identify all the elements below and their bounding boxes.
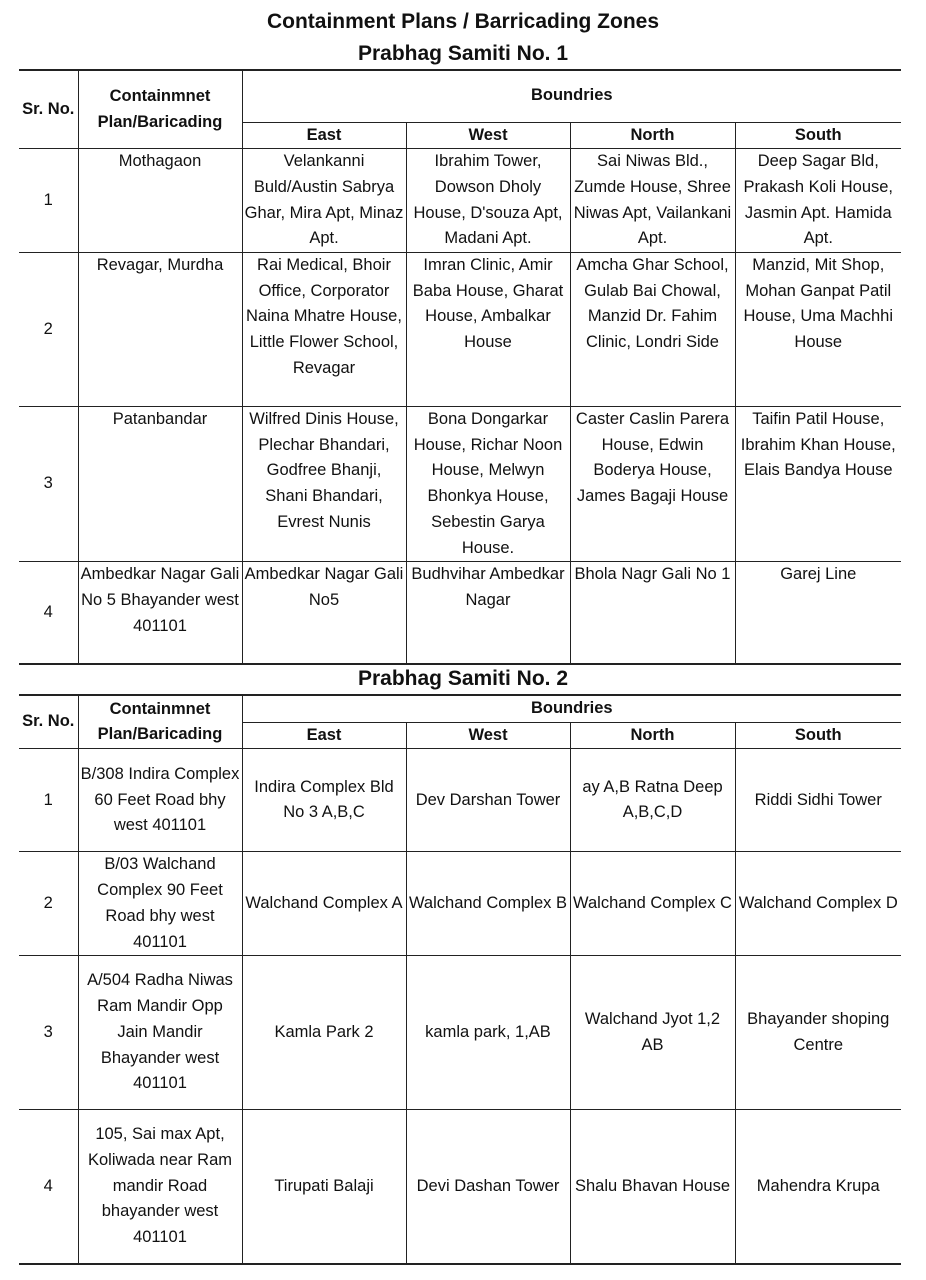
- section2-title: Prabhag Samiti No. 2: [357, 667, 569, 690]
- plan-cell: A/504 Radha Niwas Ram Mandir Opp Jain Mandir Bhayander west 401101: [78, 956, 242, 1110]
- plan-cell: Ambedkar Nagar Gali No 5 Bhayander west 401101: [78, 562, 242, 664]
- col-header-sr: Sr. No.: [19, 695, 78, 749]
- plan-cell: Mothagaon: [78, 149, 242, 253]
- south-cell: Riddi Sidhi Tower: [735, 749, 901, 852]
- west-cell: Dev Darshan Tower: [406, 749, 570, 852]
- section1-title: Prabhag Samiti No. 1: [357, 42, 569, 65]
- east-cell: Tirupati Balaji: [242, 1110, 406, 1264]
- west-cell: Imran Clinic, Amir Baba House, Gharat House, Ambalkar House: [406, 253, 570, 407]
- col-header-north: North: [570, 722, 735, 749]
- table-row: [19, 749, 901, 852]
- plan-cell: Revagar, Murdha: [78, 253, 242, 407]
- north-cell: Walchand Jyot 1,2 AB: [570, 956, 735, 1110]
- col-header-north: North: [570, 122, 735, 149]
- east-cell: Walchand Complex A: [242, 852, 406, 956]
- north-cell: Shalu Bhavan House: [570, 1110, 735, 1264]
- plan-cell: B/03 Walchand Complex 90 Feet Road bhy west 401101: [78, 852, 242, 956]
- north-cell: ay A,B Ratna Deep A,B,C,D: [570, 749, 735, 852]
- col-header-south: South: [735, 722, 901, 749]
- south-cell: Bhayander shoping Centre: [735, 956, 901, 1110]
- col-header-plan: Containmnet Plan/Baricading: [78, 70, 242, 149]
- sr-cell: 1: [19, 749, 78, 852]
- col-header-west: West: [406, 122, 570, 149]
- col-header-plan: Containmnet Plan/Baricading: [78, 695, 242, 749]
- sr-cell: 1: [19, 149, 78, 253]
- east-cell: Ambedkar Nagar Gali No5: [242, 562, 406, 664]
- east-cell: Indira Complex Bld No 3 A,B,C: [242, 749, 406, 852]
- plan-cell: Patanbandar: [78, 407, 242, 562]
- north-cell: Sai Niwas Bld., Zumde House, Shree Niwas Apt, Vailankani Apt.: [570, 149, 735, 253]
- west-cell: kamla park, 1,AB: [406, 956, 570, 1110]
- document-title: Containment Plans / Barricading Zones: [266, 10, 660, 33]
- plan-cell: 105, Sai max Apt, Koliwada near Ram mandir Road bhayander west 401101: [78, 1110, 242, 1264]
- sr-cell: 4: [19, 562, 78, 664]
- col-header-east: East: [242, 722, 406, 749]
- table-row: [19, 407, 901, 562]
- north-cell: Amcha Ghar School, Gulab Bai Chowal, Manzid Dr. Fahim Clinic, Londri Side: [570, 253, 735, 407]
- table-row: [19, 852, 901, 956]
- col-header-boundries: Boundries: [242, 70, 901, 122]
- south-cell: Taifin Patil House, Ibrahim Khan House, Elais Bandya House: [735, 407, 901, 562]
- col-header-south: South: [735, 122, 901, 149]
- col-header-boundries: Boundries: [242, 695, 901, 722]
- containment-table-2: [19, 694, 901, 1265]
- west-cell: Devi Dashan Tower: [406, 1110, 570, 1264]
- east-cell: Velankanni Buld/Austin Sabrya Ghar, Mira Apt, Minaz Apt.: [242, 149, 406, 253]
- west-cell: Budhvihar Ambedkar Nagar: [406, 562, 570, 664]
- east-cell: Wilfred Dinis House, Plechar Bhandari, Godfree Bhanji, Shani Bhandari, Evrest Nunis: [242, 407, 406, 562]
- west-cell: Ibrahim Tower, Dowson Dholy House, D'souza Apt, Madani Apt.: [406, 149, 570, 253]
- containment-table-1: [19, 69, 901, 665]
- north-cell: Caster Caslin Parera House, Edwin Boderya House, James Bagaji House: [570, 407, 735, 562]
- north-cell: Bhola Nagr Gali No 1: [570, 562, 735, 664]
- north-cell: Walchand Complex C: [570, 852, 735, 956]
- table-row: [19, 149, 901, 253]
- south-cell: Mahendra Krupa: [735, 1110, 901, 1264]
- table-row: [19, 956, 901, 1110]
- sr-cell: 3: [19, 956, 78, 1110]
- table-row: [19, 1110, 901, 1264]
- west-cell: Bona Dongarkar House, Richar Noon House, Melwyn Bhonkya House, Sebestin Garya House.: [406, 407, 570, 562]
- east-cell: Rai Medical, Bhoir Office, Corporator Naina Mhatre House, Little Flower School, Revagar: [242, 253, 406, 407]
- col-header-west: West: [406, 722, 570, 749]
- sr-cell: 3: [19, 407, 78, 562]
- south-cell: Deep Sagar Bld, Prakash Koli House, Jasmin Apt. Hamida Apt.: [735, 149, 901, 253]
- sr-cell: 2: [19, 852, 78, 956]
- east-cell: Kamla Park 2: [242, 956, 406, 1110]
- table-row: [19, 253, 901, 407]
- plan-cell: B/308 Indira Complex 60 Feet Road bhy west 401101: [78, 749, 242, 852]
- sr-cell: 2: [19, 253, 78, 407]
- south-cell: Manzid, Mit Shop, Mohan Ganpat Patil House, Uma Machhi House: [735, 253, 901, 407]
- west-cell: Walchand Complex B: [406, 852, 570, 956]
- south-cell: Walchand Complex D: [735, 852, 901, 956]
- col-header-east: East: [242, 122, 406, 149]
- col-header-sr: Sr. No.: [19, 70, 78, 149]
- south-cell: Garej Line: [735, 562, 901, 664]
- table-row: [19, 562, 901, 664]
- sr-cell: 4: [19, 1110, 78, 1264]
